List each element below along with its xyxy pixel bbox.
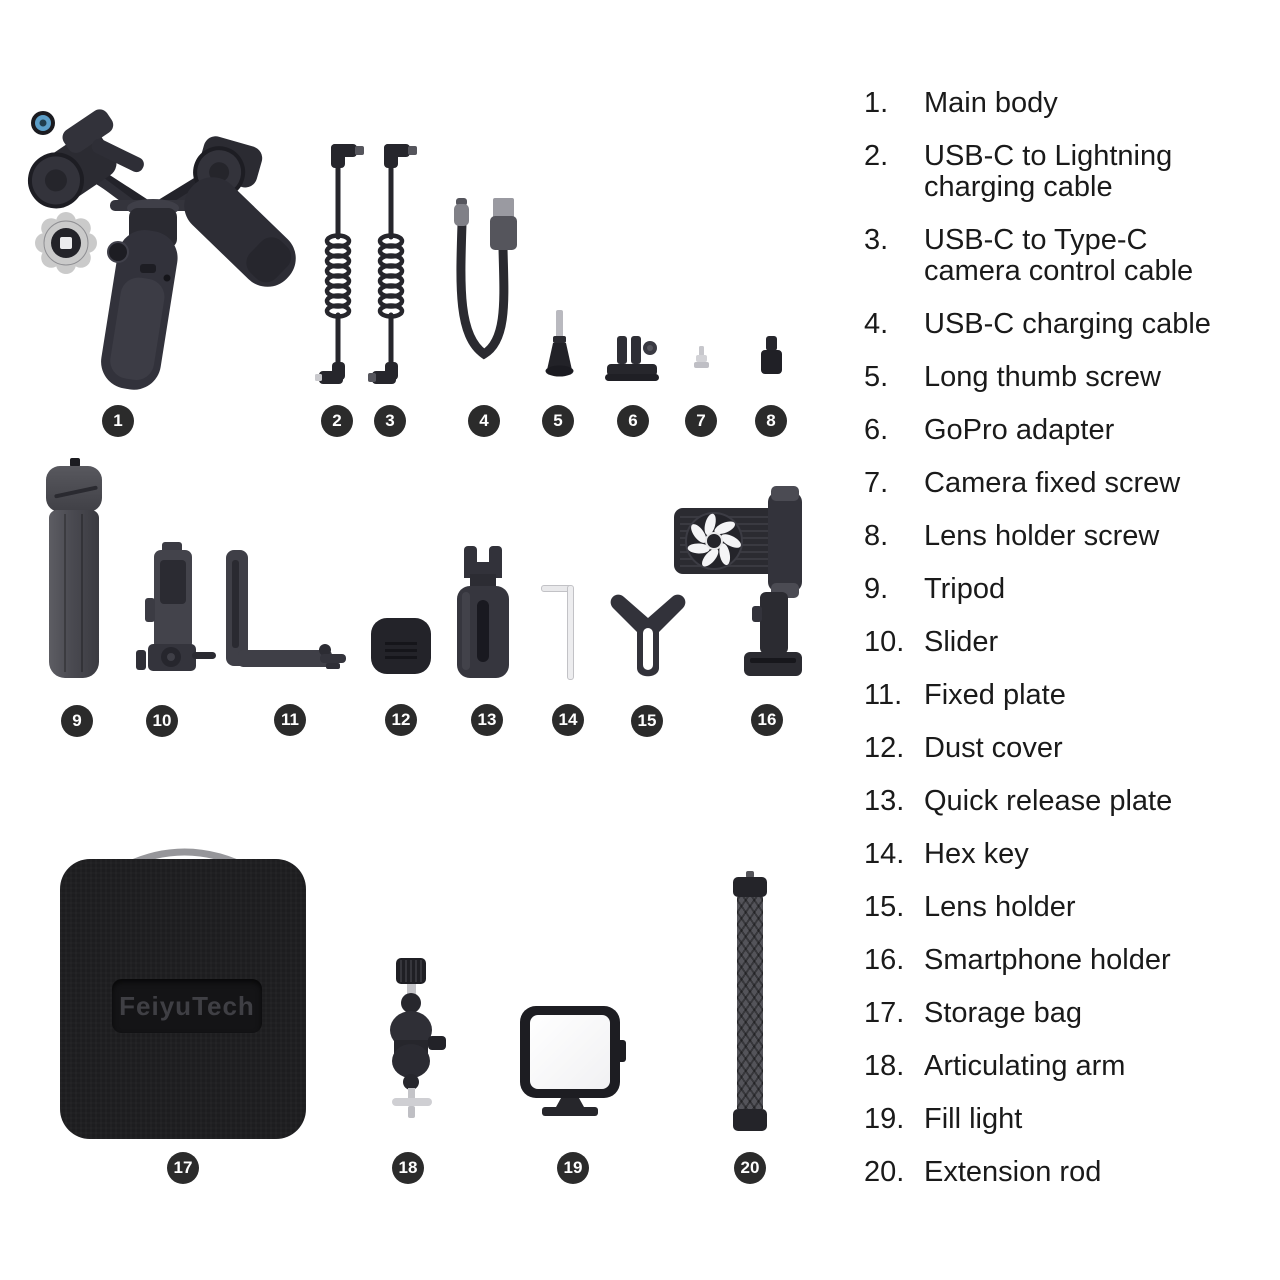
product-5-long-thumb-screw: [543, 310, 575, 380]
list-item-14: [864, 839, 1270, 870]
list-item-10: [864, 627, 1270, 658]
badge-number: 19: [563, 1158, 583, 1177]
list-item-20: [864, 1157, 1270, 1188]
item-badge-15: [631, 705, 663, 737]
product-14-hex-key: [541, 583, 583, 681]
badge-number: 4: [479, 411, 489, 430]
list-label: USB-C to Lightning charging cable: [924, 140, 1173, 203]
fixed-plate-illustration: [222, 550, 350, 676]
list-label: Lens holder screw: [924, 520, 1160, 552]
list-number: 5.: [864, 361, 889, 393]
list-number: 2.: [864, 140, 889, 172]
product-16-smartphone-holder: [672, 486, 814, 682]
badge-number: 9: [72, 711, 82, 730]
list-label: Storage bag: [924, 997, 1083, 1029]
item-badge-18: [392, 1152, 424, 1184]
list-number: 8.: [864, 520, 889, 552]
bag-logo-text: FeiyuTech: [119, 991, 255, 1021]
item-badge-12: [385, 704, 417, 736]
list-label: USB-C to Type-C camera control cable: [924, 224, 1194, 287]
fill-light-tab: [619, 1040, 626, 1062]
list-item-13: [864, 786, 1270, 817]
coiled-cable-illustration: [368, 140, 418, 390]
product-9-tripod: [46, 458, 104, 682]
gopro-adapter-illustration: [605, 336, 661, 382]
list-item-18: [864, 1051, 1270, 1082]
badge-number: 11: [281, 710, 299, 729]
item-badge-9: [61, 705, 93, 737]
badge-number: 5: [553, 411, 563, 430]
lens-screw-illustration: [757, 336, 785, 376]
list-item-8: [864, 521, 1270, 552]
item-badge-10: [146, 705, 178, 737]
list-number: 12.: [864, 732, 905, 764]
hex-key-leg: [567, 585, 574, 680]
product-7-camera-fixed-screw: [691, 346, 711, 372]
rod-top-cap: [733, 877, 767, 897]
coiled-cable-illustration: [315, 140, 365, 390]
quick-release-illustration: [456, 544, 512, 680]
tripod-leg-seam: [64, 514, 66, 672]
badge-number: 14: [558, 710, 578, 729]
dust-cover-ridges: [385, 642, 417, 660]
list-label: Main body: [924, 87, 1058, 119]
list-item-19: [864, 1104, 1270, 1135]
camera-screw-illustration: [691, 346, 711, 372]
list-number: 9.: [864, 573, 889, 605]
smartphone-holder-illustration: [672, 486, 814, 682]
list-label: Dust cover: [924, 732, 1063, 764]
product-1-main-body: [12, 82, 302, 402]
badge-number: 6: [628, 411, 638, 430]
tripod-body: [49, 510, 99, 678]
product-2-usbc-lightning-cable: [315, 140, 365, 390]
list-number: 4.: [864, 308, 889, 340]
tripod-leg-seam: [81, 514, 83, 672]
item-badge-11: [274, 704, 306, 736]
list-number: 14.: [864, 838, 905, 870]
list-item-9: [864, 574, 1270, 605]
rod-bottom-cap: [733, 1109, 767, 1131]
list-item-4: [864, 309, 1270, 340]
item-badge-5: [542, 405, 574, 437]
product-6-gopro-adapter: [605, 336, 661, 382]
badge-number: 2: [332, 411, 342, 430]
item-badge-17: [167, 1152, 199, 1184]
list-label: Long thumb screw: [924, 361, 1161, 393]
badge-number: 8: [766, 411, 776, 430]
list-label: GoPro adapter: [924, 414, 1115, 446]
list-label: Slider: [924, 626, 999, 658]
badge-number: 16: [757, 710, 777, 729]
list-item-2: [864, 141, 1270, 203]
product-11-fixed-plate: [222, 550, 350, 676]
tripod-seam: [54, 485, 98, 498]
list-number: 20.: [864, 1156, 905, 1188]
list-number: 7.: [864, 467, 889, 499]
badge-number: 15: [637, 711, 657, 730]
item-badge-2: [321, 405, 353, 437]
product-4-usbc-charging-cable: [446, 196, 522, 382]
list-label: Fill light: [924, 1103, 1023, 1135]
fill-light-foot: [556, 1098, 584, 1107]
list-number: 15.: [864, 891, 905, 923]
list-number: 13.: [864, 785, 905, 817]
list-number: 18.: [864, 1050, 905, 1082]
list-number: 3.: [864, 224, 889, 256]
gimbal-illustration: [12, 82, 302, 402]
list-label: Lens holder: [924, 891, 1076, 923]
fill-light-panel: [530, 1015, 610, 1089]
badge-number: 10: [152, 711, 172, 730]
badge-number: 7: [696, 411, 706, 430]
list-number: 17.: [864, 997, 905, 1029]
fill-light-mount: [542, 1107, 598, 1116]
product-19-fill-light: [518, 1006, 626, 1118]
list-item-3: [864, 225, 1270, 287]
product-20-extension-rod: [731, 871, 769, 1133]
rod-body: [737, 897, 763, 1109]
badge-number: 17: [173, 1158, 193, 1177]
list-label: Hex key: [924, 838, 1029, 870]
list-label: Quick release plate: [924, 785, 1173, 817]
dust-cover-body: [371, 618, 431, 674]
list-item-15: [864, 892, 1270, 923]
product-12-dust-cover: [371, 618, 431, 678]
badge-number: 13: [477, 710, 497, 729]
list-number: 16.: [864, 944, 905, 976]
item-badge-4: [468, 405, 500, 437]
list-label: Camera fixed screw: [924, 467, 1181, 499]
badge-number: 18: [398, 1158, 418, 1177]
product-10-slider: [132, 540, 218, 682]
item-badge-13: [471, 704, 503, 736]
tripod-cap: [46, 466, 102, 512]
product-8-lens-holder-screw: [757, 336, 785, 376]
item-badge-14: [552, 704, 584, 736]
list-label: Fixed plate: [924, 679, 1066, 711]
list-item-16: [864, 945, 1270, 976]
usb-cable-illustration: [446, 196, 522, 382]
list-number: 19.: [864, 1103, 905, 1135]
list-label: Smartphone holder: [924, 944, 1171, 976]
list-item-1: [864, 88, 1270, 119]
list-number: 10.: [864, 626, 905, 658]
list-number: 11.: [864, 679, 903, 711]
item-badge-1: [102, 405, 134, 437]
item-badge-8: [755, 405, 787, 437]
item-badge-3: [374, 405, 406, 437]
list-item-12: [864, 733, 1270, 764]
badge-number: 20: [740, 1158, 760, 1177]
list-number: 1.: [864, 87, 889, 119]
bag-body: [60, 859, 306, 1139]
product-13-quick-release-plate: [456, 544, 512, 680]
list-label: Articulating arm: [924, 1050, 1126, 1082]
list-label: USB-C charging cable: [924, 308, 1211, 340]
list-item-5: [864, 362, 1270, 393]
badge-number: 12: [391, 710, 411, 729]
thumb-screw-illustration: [543, 310, 575, 380]
bag-logo-plate: [112, 979, 262, 1033]
list-label: Tripod: [924, 573, 1006, 605]
item-list: [864, 88, 1270, 1210]
product-18-articulating-arm: [380, 958, 450, 1120]
articulating-arm-illustration: [380, 958, 450, 1120]
list-number: 6.: [864, 414, 889, 446]
list-item-17: [864, 998, 1270, 1029]
item-badge-20: [734, 1152, 766, 1184]
item-badge-7: [685, 405, 717, 437]
list-item-7: [864, 468, 1270, 499]
list-item-6: [864, 415, 1270, 446]
badge-number: 1: [113, 411, 123, 430]
product-17-storage-bag: [58, 843, 310, 1143]
badge-number: 3: [385, 411, 395, 430]
slider-illustration: [132, 540, 218, 682]
list-label: Extension rod: [924, 1156, 1102, 1188]
item-badge-6: [617, 405, 649, 437]
item-badge-16: [751, 704, 783, 736]
item-badge-19: [557, 1152, 589, 1184]
list-item-11: [864, 680, 1270, 711]
product-3-usbc-typec-cable: [368, 140, 418, 390]
